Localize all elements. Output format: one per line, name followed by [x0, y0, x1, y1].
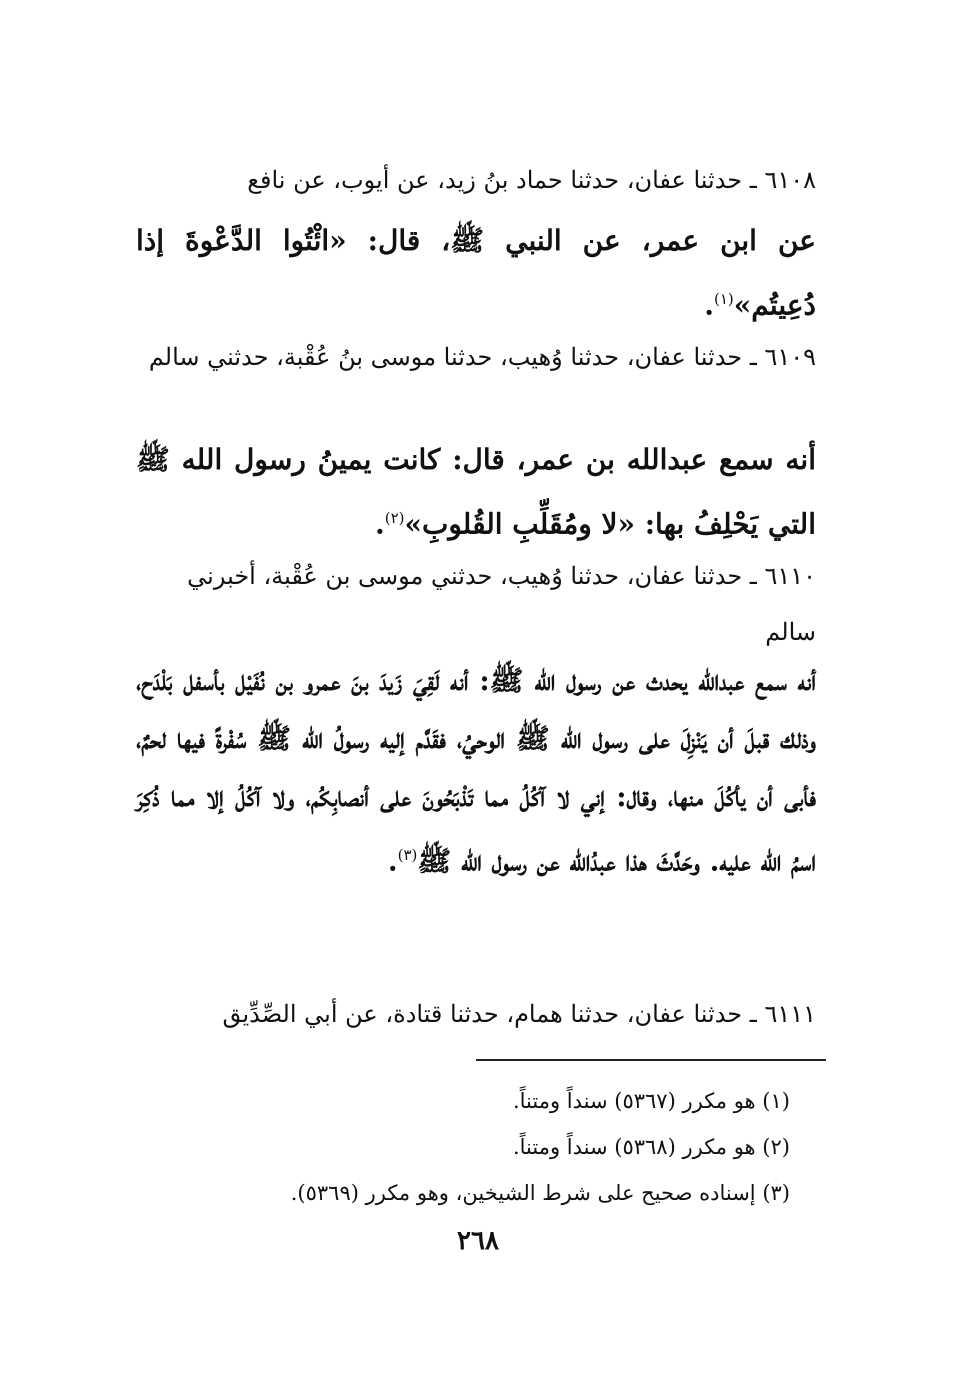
footnote-2: (٢) هو مكرر (٥٣٦٨) سنداً ومتناً. [512, 1135, 790, 1159]
footnote-1: (١) هو مكرر (٥٣٦٧) سنداً ومتناً. [512, 1089, 790, 1113]
hadith-6110-chain: ٦١١٠ ـ حدثنا عفان، حدثنا وُهيب، حدثني موسى بن عُقْبة، أخبرني سالم [187, 562, 816, 646]
footnote-ref: (٢) [384, 509, 405, 527]
footnote-ref: (١) [714, 290, 734, 308]
hadith-6109-text [136, 431, 816, 553]
footnote-3: (٣) إسناده صحيح على شرط الشيخين، وهو مكرر (٥٣٦٩). [290, 1181, 790, 1205]
hadith-text: أنه سمع عبدالله يحدث عن رسول الله ﷺ: أنه لَقِيَ زَيدَ بنَ عمرو بن نُفَيْل بأسفل بَلْدَح، وذلك قبلَ أن يَنْزِلَ على رسول الله ﷺ الوحيُ، فقَدَّم إليه رسولُ الله ﷺ سُفْرةً فيها لحمٌ، فأبى أن يأكُلَ منها، وقال: إني لا آكُلُ مما تَذْبَحُونَ على أنصابِكُم، ولا آكُلُ إلا مما ذُكِرَ اسمُ الله عليه. وحَدَّثَ هذا عبدُالله عن رسول الله ﷺ [136, 664, 816, 878]
footnote-separator [476, 1059, 826, 1061]
hadith-text: أنه سمع عبدالله بن عمر، قال: كانت يمينُ رسول الله ﷺ التي يَحْلِفُ بها: «لا ومُقَلِّبِ القُلوبِ» [136, 443, 816, 541]
full-stop: . [704, 288, 714, 322]
footnote-ref: (٣) [397, 846, 418, 864]
hadith-6109-chain: ٦١٠٩ ـ حدثنا عفان، حدثنا وُهيب، حدثنا موسى بنُ عُقْبة، حدثني سالم [148, 343, 816, 371]
footnotes [130, 1078, 790, 1216]
hadith-6110-text [136, 652, 816, 890]
hadith-text: عن ابن عمر، عن النبي ﷺ، قال: «ائْتُوا الدَّعْوةَ إذا دُعِيتُم» [136, 224, 816, 322]
hadith-6108-text [136, 212, 816, 334]
hadith-6108-chain: ٦١٠٨ ـ حدثنا عفان، حدثنا حماد بنُ زيد، عن أيوب، عن نافع [247, 166, 816, 194]
hadith-6111-chain: ٦١١١ ـ حدثنا عفان، حدثنا همام، حدثنا قتادة، عن أبي الصِّدِّيق [222, 1000, 816, 1028]
full-stop: . [374, 507, 385, 541]
page-number: ٢٦٨ [457, 1226, 499, 1256]
full-stop: . [387, 844, 398, 878]
